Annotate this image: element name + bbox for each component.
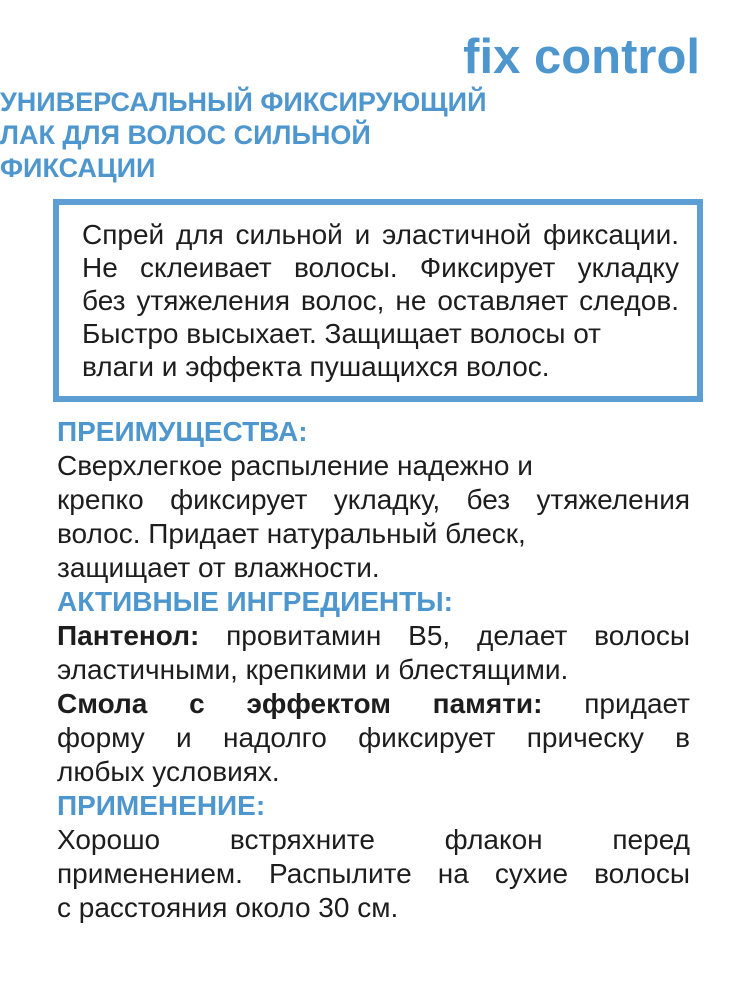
product-name: fix control — [463, 30, 700, 84]
text-line: крепко фиксирует укладку, без утяжеления — [57, 484, 690, 515]
subtitle-line: УНИВЕРСАЛЬНЫЙ ФИКСИРУЮЩИЙ — [0, 87, 487, 117]
text-line: любых условиях. — [57, 756, 280, 787]
content — [57, 415, 690, 925]
description-box — [53, 199, 703, 402]
section-heading-advantages: ПРЕИМУЩЕСТВА: — [57, 416, 308, 447]
ingredient-name: Пантенол: — [57, 620, 200, 651]
text-line: Сверхлегкое распыление надежно и — [57, 450, 533, 481]
text-line: Спрей для сильной и эластичной фиксации. — [82, 219, 679, 250]
text-line: влаги и эффекта пушащихся волос. — [82, 351, 550, 382]
ingredient-name: Смола с эффектом памяти: — [57, 688, 543, 719]
text-line: волос. Придает натуральный блеск, — [57, 518, 526, 549]
ingredient-description: придает — [584, 688, 691, 719]
text-line: Быстро высыхает. Защищает волосы от — [82, 318, 601, 349]
header — [0, 0, 750, 185]
text-line: с расстояния около 30 см. — [57, 892, 399, 923]
text-line: без утяжеления волос, не оставляет следов. — [82, 285, 679, 316]
text-line: применением. Распылите на сухие волосы — [57, 858, 690, 889]
text-line: Не склеивает волосы. Фиксирует укладку — [82, 252, 679, 283]
text-line — [57, 619, 690, 653]
text-line: защищает от влажности. — [57, 552, 380, 583]
subtitle-line: ФИКСАЦИИ — [0, 153, 156, 183]
subtitle-line: ЛАК ДЛЯ ВОЛОС СИЛЬНОЙ — [0, 120, 371, 150]
section-heading-ingredients: АКТИВНЫЕ ИНГРЕДИЕНТЫ: — [57, 586, 453, 617]
ingredient-description: провитамин В5, делает волосы — [226, 620, 690, 651]
text-line: эластичными, крепкими и блестящими. — [57, 654, 569, 685]
text-line — [57, 687, 690, 721]
text-line: Хорошо встряхните флакон перед — [57, 824, 690, 855]
text-line: форму и надолго фиксирует прическу в — [57, 722, 690, 753]
product-subtitle — [0, 86, 700, 185]
section-heading-application: ПРИМЕНЕНИЕ: — [57, 790, 266, 821]
